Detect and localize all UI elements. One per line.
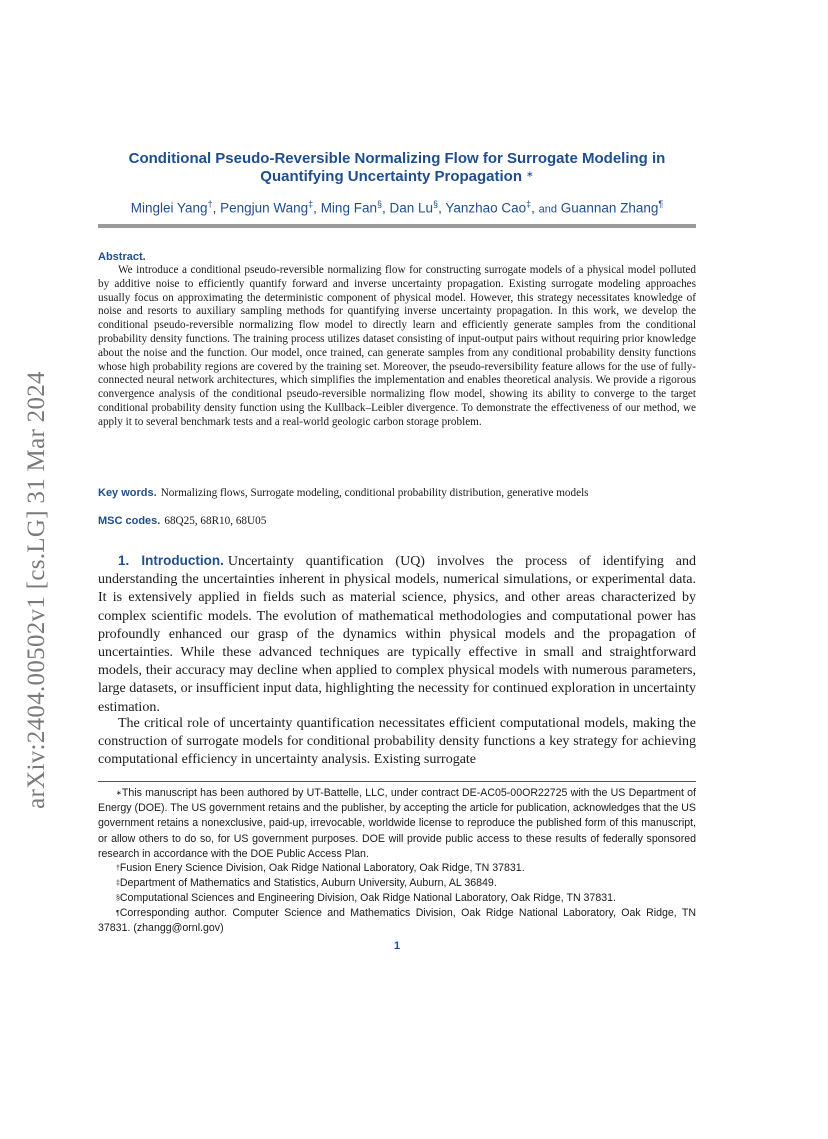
author-mark: § (433, 199, 439, 209)
author-and: and (538, 203, 558, 216)
footnote-funding (98, 786, 696, 862)
arxiv-identifier (17, 350, 57, 830)
author-mark: † (207, 199, 213, 209)
intro-text-1: Uncertainty quantification (UQ) involves the process of identifying and understanding the uncertainties inherent in physical models, numerical simulations, or experimental data. It is extensively applied in fields such as material science, physics, and other areas characterized by complex scientific models. The evolution of mathematical methodologies and computational power has profoundly enhanced our grasp of the dynamics within physical models and the propagation of uncertainties. While these advanced techniques are typically effective in small and straightforward models, their accuracy may decline when applied to complex physical models with numerous parameters, large datasets, or insufficient input data, highlighting the necessity for continued exploration in uncertainty estimation. (98, 554, 696, 715)
introduction-paragraph-1 (98, 552, 696, 717)
abstract-text: We introduce a conditional pseudo-reversible normalizing flow for constructing surrogate models of a physical model polluted by additive noise to efficiently quantify forward and inverse uncertainty propagation. Existing surrogate modeling approaches usually focus on approximating the deterministic component of physical model. However, this strategy necessitates knowledge of noise and resorts to auxiliary sampling methods for quantifying inverse uncertainty propagation. In this work, we develop the conditional pseudo-reversible normalizing flow model to directly learn and efficiently generate samples from the conditional probability density functions. The training process utilizes dataset consisting of input-output pairs without requiring prior knowledge about the noise and the function. Our model, once trained, can generate samples from any conditional probability density functions whose high probability regions are covered by the training set. Moreover, the pseudo-reversibility feature allows for the use of fully-connected neural network architectures, which simplifies the implementation and enables theoretical analysis. We provide a rigorous convergence analysis of the conditional pseudo-reversible normalizing flow model, showing its ability to converge to the target conditional probability density function using the Kullback–Leibler divergence. To demonstrate the effectiveness of our method, we apply it to several benchmark tests and a real-world geologic carbon storage problem. (98, 264, 696, 428)
keywords (98, 487, 696, 499)
footnote-affiliation-3 (98, 891, 696, 906)
author-mark: § (376, 199, 382, 209)
author-name: Guannan Zhang (560, 200, 659, 216)
author-mark: ‡ (308, 199, 314, 209)
footnote-text: Corresponding author. Computer Science and Mathematics Division, Oak Ridge National Laboratory, Oak Ridge, TN 37831. (zhangg@ornl.gov) (98, 907, 696, 935)
footnote-text: Computational Sciences and Engineering Division, Oak Ridge National Laboratory, Oak Ridge, TN 37831. (119, 892, 616, 904)
section-heading: 1. Introduction. (118, 553, 224, 568)
author-mark: ‡ (526, 199, 532, 209)
title-text-1: Conditional Pseudo-Reversible Normalizing Flow for Surrogate Modeling in (128, 150, 666, 167)
msc-text: 68Q25, 68R10, 68U05 (164, 515, 267, 527)
author-name: Pengjun Wang (220, 200, 309, 216)
footnote-mark: ¶ (116, 910, 120, 917)
msc-label: MSC codes. (98, 515, 161, 527)
author-mark: ¶ (658, 199, 664, 209)
arxiv-id-text: arXiv:2404.00502v1 [cs.LG] 31 Mar 2024 (23, 371, 50, 809)
abstract-heading: Abstract. (98, 251, 146, 263)
paper-title-line-2 (98, 167, 696, 186)
author-list: Minglei Yang†, Pengjun Wang‡, Ming Fan§, Dan Lu§, Yanzhao Cao‡, and Guannan Zhang¶ (130, 199, 664, 216)
footnote-affiliation-2 (98, 876, 696, 891)
author-name: Minglei Yang (130, 200, 208, 216)
header-rule (98, 224, 696, 228)
footnote-affiliation-1 (98, 861, 696, 876)
title-footnote-mark: ∗ (526, 169, 534, 179)
footnote-text: This manuscript has been authored by UT-Battelle, LLC, under contract DE-AC05-00OR22725 with the US Department of Energy (DOE). The US government retains and the publisher, by accepting the article for publication, acknowledges that the US government retains a nonexclusive, paid-up, irrevocable, worldwide license to reproduce the published form of this manuscript, or allow others to do so, for US government purposes. DOE will provide public access to these results of federally sponsored research in accordance with the DOE Public Access Plan. (98, 787, 696, 860)
keywords-label: Key words. (98, 487, 157, 499)
introduction-paragraph-2: The critical role of uncertainty quantification necessitates efficient computational models, making the construction of surrogate models for conditional probability density functions a key strategy for achieving computational efficiency in uncertainty analysis. Existing surrogate (98, 716, 696, 768)
author-name: Dan Lu (389, 200, 434, 216)
paper-title-line-1 (98, 149, 696, 168)
title-text-2: Quantifying Uncertainty Propagation (260, 168, 522, 185)
footnote-rule (98, 781, 696, 782)
msc-codes (98, 515, 696, 527)
footnote-mark: § (116, 895, 120, 902)
footnote-mark: ∗ (116, 790, 122, 797)
keywords-text: Normalizing flows, Surrogate modeling, conditional probability distribution, generative models (160, 487, 589, 499)
author-name: Yanzhao Cao (445, 200, 527, 216)
author-name: Ming Fan (320, 200, 377, 216)
page-number: 1 (393, 940, 401, 952)
footnote-text: Department of Mathematics and Statistics, Auburn University, Auburn, AL 36849. (119, 877, 497, 889)
footnote-corresponding (98, 906, 696, 936)
footnote-text: Fusion Enery Science Division, Oak Ridge National Laboratory, Oak Ridge, TN 37831. (119, 862, 525, 874)
footnote-mark: † (116, 865, 120, 872)
footnote-mark: ‡ (116, 880, 120, 887)
